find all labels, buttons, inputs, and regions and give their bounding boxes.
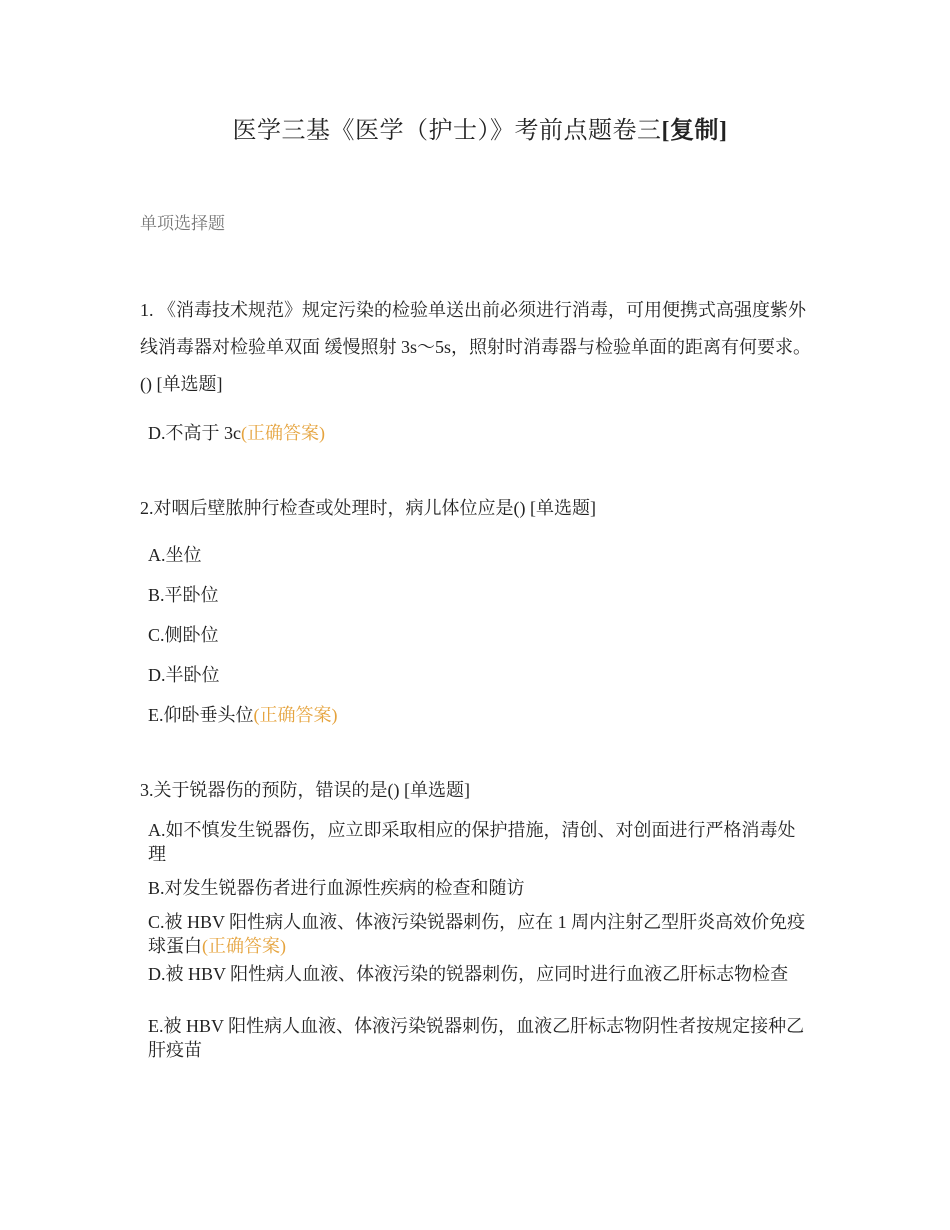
question-3-text: 3.关于锐器伤的预防，错误的是() [单选题] [140, 780, 470, 800]
question-1-text: 1. 《消毒技术规范》规定污染的检验单送出前必须进行消毒，可用便携式高强度紫外线消毒器对检验单双面 缓慢照射 3s～5s，照射时消毒器与检验单面的距离有何要求。() [单选题] [140, 300, 812, 394]
question-2-option-c: C.侧卧位 [148, 625, 219, 645]
section-heading: 单项选择题 [140, 214, 225, 234]
question-3-option-c [148, 910, 808, 958]
correct-answer-marker: (正确答案) [253, 705, 338, 725]
question-2-option-a: A.坐位 [148, 545, 202, 565]
correct-answer-marker: (正确答案) [202, 936, 286, 956]
question-2-option-b: B.平卧位 [148, 585, 219, 605]
title-main: 医学三基《医学（护士）》考前点题卷三 [232, 118, 662, 144]
page-title [0, 110, 950, 145]
question-3-option-b: B.对发生锐器伤者进行血源性疾病的检查和随访 [148, 878, 525, 898]
title-copy-tag: [复制] [661, 118, 728, 144]
question-1-option-d [148, 421, 808, 445]
question-3-option-e: E.被 HBV 阳性病人血液、体液污染锐器刺伤，血液乙肝标志物阴性者按规定接种乙肝疫苗 [148, 1016, 805, 1060]
question-2-text: 2.对咽后壁脓肿行检查或处理时，病儿体位应是() [单选题] [140, 498, 596, 518]
option-label: E.仰卧垂头位 [148, 705, 254, 725]
option-label: D.不高于 3c [148, 423, 241, 443]
option-label: C.被 HBV 阳性病人血液、体液污染锐器刺伤，应在 1 周内注射乙型肝炎高效价免疫球蛋白 [148, 912, 806, 956]
correct-answer-marker: (正确答案) [241, 423, 325, 443]
question-3-option-a: A.如不慎发生锐器伤，应立即采取相应的保护措施，清创、对创面进行严格消毒处理 [148, 820, 796, 864]
question-3-option-d: D.被 HBV 阳性病人血液、体液污染的锐器刺伤，应同时进行血液乙肝标志物检查 [148, 964, 789, 984]
question-2-option-d: D.半卧位 [148, 665, 220, 685]
question-2-option-e [148, 703, 808, 727]
